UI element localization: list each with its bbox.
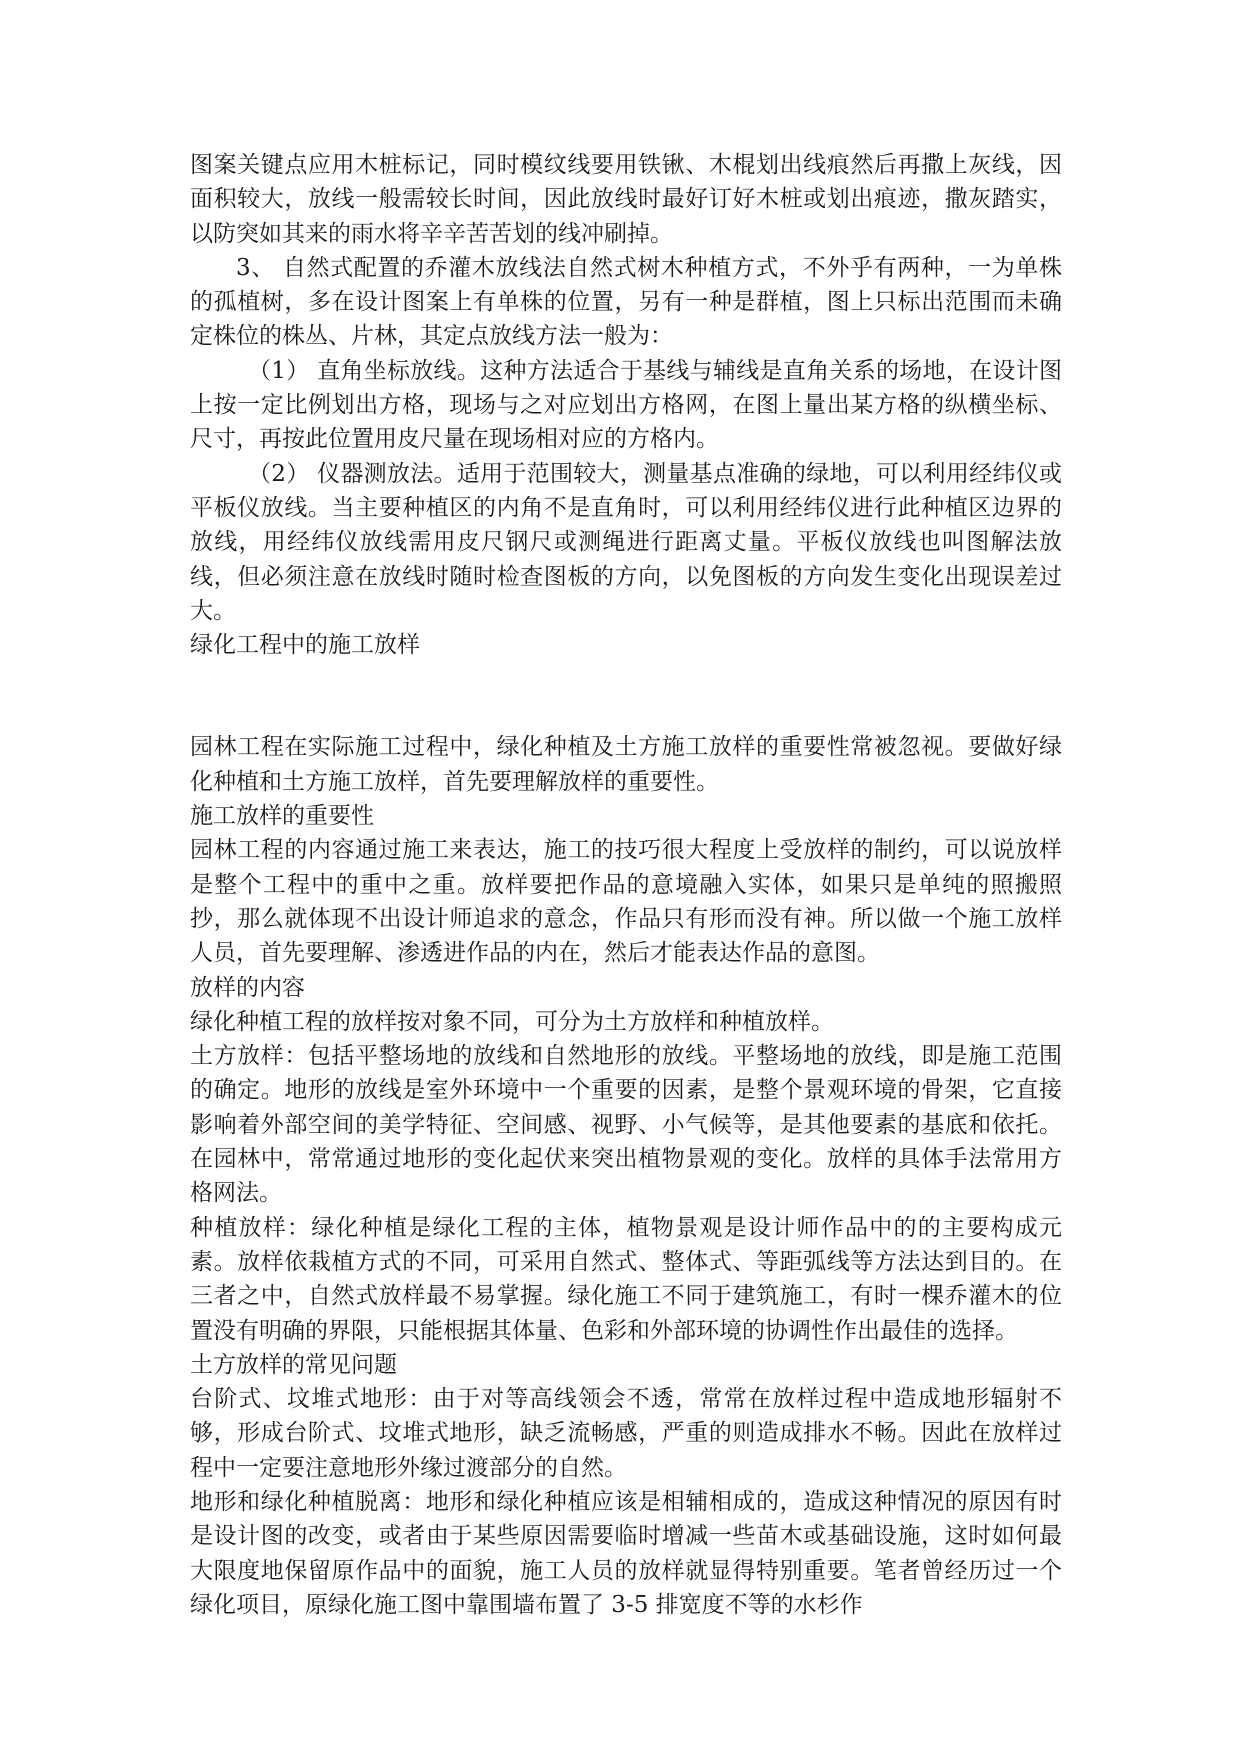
paragraph-intro: 园林工程在实际施工过程中，绿化种植及土方施工放样的重要性常被忽视。要做好绿化种植和土方施工放样，首先要理解放样的重要性。 xyxy=(190,734,1062,795)
paragraph-natural-layout: 3、 自然式配置的乔灌木放线法自然式树木种植方式，不外乎有两种，一为单株的孤植树，多在设计图案上有单株的位置，另有一种是群植，图上只标出范围而未确定株位的株丛、片林，其定点放线方法一般为： xyxy=(190,254,1062,350)
section-heading-content: 放样的内容 xyxy=(190,974,305,1001)
paragraph-marking-method: 图案关键点应用木桩标记，同时模纹线要用铁锹、木棍划出线痕然后再撒上灰线，因面积较大，放线一般需较长时间，因此放线时最好订好木桩或划出痕迹，撒灰踏实，以防突如其来的雨水将辛辛苦苦划的线冲刷掉。 xyxy=(190,152,1062,247)
section-heading-common-problems: 土方放样的常见问题 xyxy=(190,1351,397,1378)
paragraph-rectangular-coordinates: （1） 直角坐标放线。这种方法适合于基线与辅线是直角关系的场地，在设计图上按一定比例划出方格，现场与之对应划出方格网，在图上量出某方格的纵横坐标、尺寸，再按此位置用皮尺量在现场相对应的方格内。 xyxy=(190,357,1062,453)
section-heading-construction-layout: 绿化工程中的施工放样 xyxy=(190,632,420,659)
paragraph-stepped-terrain: 台阶式、坟堆式地形：由于对等高线领会不透，常常在放样过程中造成地形辐射不够，形成台阶式、坟堆式地形，缺乏流畅感，严重的则造成排水不畅。因此在放样过程中一定要注意地形外缘过渡部分的自然。 xyxy=(190,1386,1062,1481)
blank-gap xyxy=(190,662,1062,730)
paragraph-terrain-planting-separation: 地形和绿化种植脱离：地形和绿化种植应该是相辅相成的，造成这种情况的原因有时是设计图的改变，或者由于某些原因需要临时增减一些苗木或基础设施，这时如何最大限度地保留原作品中的面貌，施工人员的放样就显得特别重要。笔者曾经历过一个绿化项目，原绿化施工图中靠围墙布置了 3-5 排宽度不等的水杉作 xyxy=(190,1488,1062,1618)
paragraph-earthwork-layout: 土方放样：包括平整场地的放线和自然地形的放线。平整场地的放线，即是施工范围的确定。地形的放线是室外环境中一个重要的因素，是整个景观环境的骨架，它直接影响着外部空间的美学特征、空间感、视野、小气候等，是其他要素的基底和依托。在园林中，常常通过地形的变化起伏来突出植物景观的变化。放样的具体手法常用方格网法。 xyxy=(190,1043,1062,1207)
section-heading-importance: 施工放样的重要性 xyxy=(190,803,374,830)
paragraph-instrument-survey: （2） 仪器测放法。适用于范围较大，测量基点准确的绿地，可以利用经纬仪或平板仪放线。当主要种植区的内角不是直角时，可以利用经纬仪进行此种植区边界的放线，用经纬仪放线需用皮尺钢尺或测绳进行距离丈量。平板仪放线也叫图解法放线，但必须注意在放线时随时检查图板的方向，以免图板的方向发生变化出现误差过大。 xyxy=(190,460,1062,624)
paragraph-planting-layout: 种植放样：绿化种植是绿化工程的主体，植物景观是设计师作品中的的主要构成元素。放样依栽植方式的不同，可采用自然式、整体式、等距弧线等方法达到目的。在三者之中，自然式放样最不易掌握。绿化施工不同于建筑施工，有时一棵乔灌木的位置没有明确的界限，只能根据其体量、色彩和外部环境的协调性作出最佳的选择。 xyxy=(190,1214,1062,1344)
paragraph-importance: 园林工程的内容通过施工来表达，施工的技巧很大程度上受放样的制约，可以说放样是整个工程中的重中之重。放样要把作品的意境融入实体，如果只是单纯的照搬照抄，那么就体现不出设计师追求的意念，作品只有形而没有神。所以做一个施工放样人员，首先要理解、渗透进作品的内在，然后才能表达作品的意图。 xyxy=(190,837,1062,967)
paragraph-content-types: 绿化种植工程的放样按对象不同，可分为土方放样和种植放样。 xyxy=(190,1008,834,1035)
document-body xyxy=(190,148,1062,1622)
